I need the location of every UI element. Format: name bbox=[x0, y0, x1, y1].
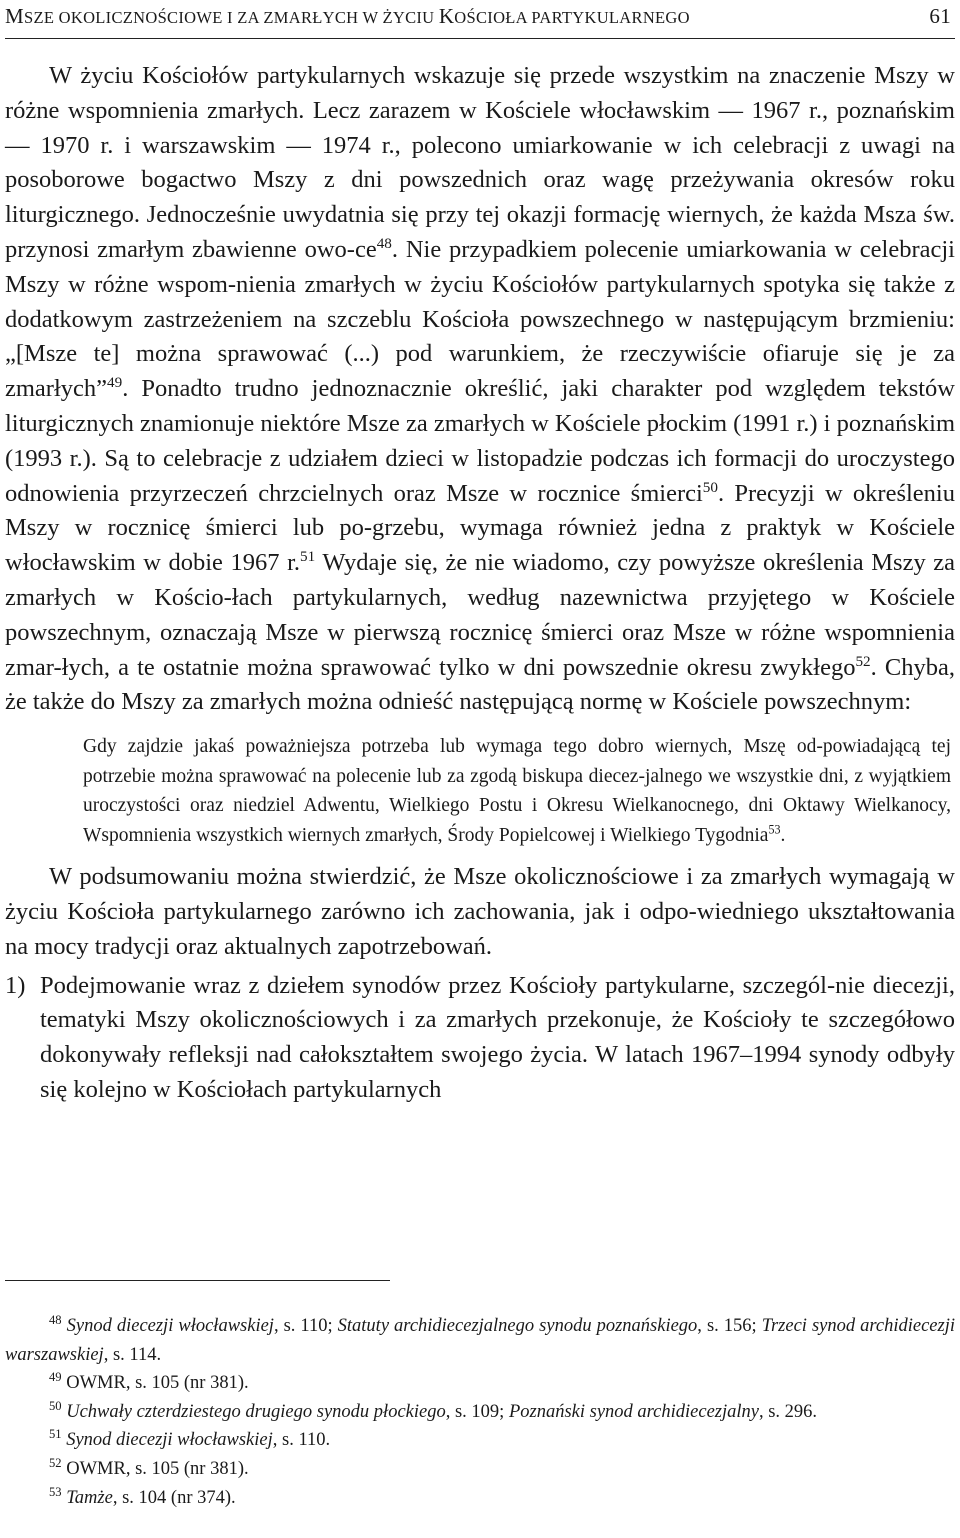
footnote bbox=[5, 1426, 955, 1455]
footnote-number: 48 bbox=[49, 1312, 62, 1327]
paragraph-text: . Precyzji w określeniu Mszy w rocznicę śmierci lub po-grzebu, wymaga również jedna z praktyk w Kościele włocławskim w dobie 1967 r. bbox=[5, 479, 955, 577]
quote-text: Gdy zajdzie jakaś poważniejsza potrzeba lub wymaga tego dobro wiernych, Mszę od-powiadającą tej potrzebie można sprawować na polecenie lub za zgodą biskupa diecez-jalnego we wszystkie dni, z wyjątkiem uroczystości oraz niedziel Adwentu, Wielkiego Postu i Okresu Wielkanocnego, dni Oktawy Wielkanocy, Wspomnienia wszystkich wiernych zmarłych, Środy Popielcowej i Wielkiego Tygodnia bbox=[83, 736, 951, 846]
footnote-ref: 50 bbox=[702, 478, 718, 496]
footnote-text: , s. 104 (nr 374). bbox=[112, 1487, 236, 1508]
footnote-text: , s. 114. bbox=[103, 1344, 162, 1365]
footnote bbox=[5, 1484, 955, 1513]
footnote-number: 51 bbox=[49, 1427, 62, 1442]
item-number: 1) bbox=[5, 971, 26, 999]
footnote-text: , s. 110; bbox=[273, 1316, 338, 1336]
running-title-text: OŚCIOŁA PARTYKULARNEGO bbox=[454, 8, 690, 27]
footnote-title: Synod diecezji włocławskiej bbox=[66, 1430, 273, 1451]
footnote-ref: 49 bbox=[107, 374, 123, 392]
footnotes bbox=[5, 1312, 955, 1512]
footnote-ref: 51 bbox=[300, 548, 316, 565]
footnote-ref: 52 bbox=[855, 652, 871, 670]
footnote-number: 52 bbox=[49, 1455, 62, 1470]
footnote-number: 50 bbox=[49, 1398, 62, 1413]
footnote-text: , s. 296. bbox=[758, 1401, 818, 1422]
footnote bbox=[5, 1398, 955, 1427]
paragraph: W podsumowaniu można stwierdzić, że Msze okolicznościowe i za zmarłych wymagają w życiu Kościoła partykularnego zarówno ich zachowania, jak i odpo-wiedniego ukształtowania na mocy tradycji oraz aktualnych zapotrzebowań. bbox=[5, 863, 955, 960]
footnote bbox=[5, 1455, 955, 1484]
numbered-item bbox=[5, 969, 955, 1108]
footnote-number: 49 bbox=[49, 1370, 62, 1385]
paragraph-text: . Ponadto trudno jednoznacznie określić, jaki charakter pod względem tekstów liturgicznych znamionuje niektóre Msze za zmarłych w Kościele płockim (1991 r.) i poznańskim (1993 r.). Są to celebracje z udziałem dzieci w listopadzie podczas ich formacji do uroczystego odnowienia przyrzeczeń chrzcielnych oraz Msze w rocznice śmierci bbox=[5, 375, 955, 507]
running-head bbox=[5, 0, 955, 39]
footnote-title: Synod diecezji włocławskiej bbox=[66, 1316, 274, 1336]
paragraph-text: W życiu Kościołów partykularnych wskazuje się przede wszystkim na znaczenie Mszy w różne wspomnienia zmarłych. Lecz zarazem w Kościele włocławskim — 1967 r., poznańskim — 1970 r. i warszawskim — 1974 r., polecono umiarkowanie w ich celebracji z uwagi na posoborowe bogactwo Mszy z dni powszednich oraz wagę przeżywania okresów roku liturgicznego. Jednocześnie uwydatnia się przy tej okazji formację wiernych, że każda Msza św. przynosi zmarłym zbawienne owo-ce bbox=[5, 62, 955, 263]
paragraph-text: . Chyba, że także do Mszy za zmarłych można odnieść następującą normę w Kościele powszechnym: bbox=[5, 653, 956, 716]
paragraph bbox=[5, 59, 955, 720]
item-text: Podejmowanie wraz z dziełem synodów przez Kościoły partykularne, szczegól-nie diecezji, tematyki Mszy okolicznościowych i za zmarłych przekonuje, że Kościoły te szczegółowo dokonywały refleksji nad całokształtem swojego życia. W latach 1967–1994 synody odbyły się kolejno w Kościołach partykularnych bbox=[40, 971, 955, 1103]
running-title bbox=[5, 4, 690, 29]
running-title-initial: K bbox=[438, 4, 455, 28]
footnote-text: OWMR, s. 105 (nr 381). bbox=[66, 1458, 249, 1479]
footnote-ref: 48 bbox=[376, 234, 392, 252]
footnote bbox=[5, 1369, 955, 1398]
quote-text: . bbox=[780, 824, 786, 846]
footnote-title: Uchwały czterdziestego drugiego synodu płockiego bbox=[66, 1401, 446, 1422]
running-title-text: SZE OKOLICZNOŚCIOWE I ZA ZMARŁYCH W ŻYCIU bbox=[23, 8, 439, 27]
page-number: 61 bbox=[929, 4, 951, 28]
footnote-title: Poznański synod archidiecezjalny bbox=[508, 1401, 759, 1422]
paragraph-text: . Nie przypadkiem polecenie umiarkowania w celebracji Mszy w różne wspom-nienia zmarłych w życiu Kościołów partykularnych spotyka się także z dodatkowym zastrzeżeniem na szczeblu Kościoła powszechnego w następującym brzmieniu: „[Msze te] można sprawować (...) pod warunkiem, że rzeczywiście ofiaruje się je za zmarłych” bbox=[5, 235, 955, 403]
footnote-text: , s. 110. bbox=[272, 1430, 331, 1451]
footnote-title: Trzeci synod archidiecezji warszawskiej bbox=[5, 1316, 955, 1365]
running-title-initial: M bbox=[5, 4, 24, 28]
footnote-title: Statuty archidiecezjalnego synodu poznańskiego bbox=[337, 1316, 698, 1336]
footnote-text: , s. 156; bbox=[697, 1316, 762, 1336]
paragraph-text: Wydaje się, że nie wiadomo, czy powyższe określenia Mszy za zmarłych w Kościo-łach partykularnych, według nazewnictwa przyjętego w Kościele powszechnym, oznaczają Msze w pierwszą rocznicę śmierci oraz Msze w różne wspomnienia zmar-łych, a te ostatnie można sprawować tylko w dni powszednie okresu zwykłego bbox=[5, 549, 956, 681]
footnote-divider bbox=[5, 1280, 390, 1281]
footnote-text: , s. 109; bbox=[445, 1401, 509, 1422]
body-text bbox=[5, 59, 955, 1108]
footnote-title: Tamże bbox=[66, 1487, 113, 1508]
footnote-number: 53 bbox=[49, 1484, 62, 1499]
block-quote bbox=[83, 732, 951, 850]
footnote bbox=[5, 1312, 955, 1369]
footnote-text: OWMR, s. 105 (nr 381). bbox=[66, 1373, 249, 1394]
footnote-ref: 53 bbox=[768, 822, 781, 837]
